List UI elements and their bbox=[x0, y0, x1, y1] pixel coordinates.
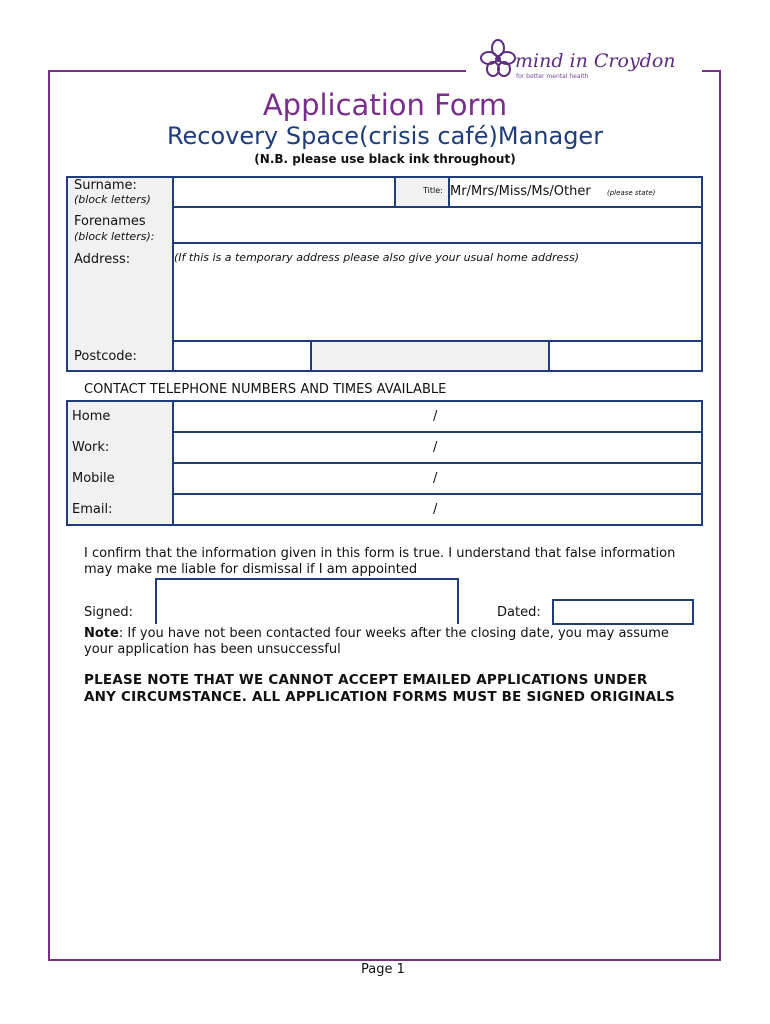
email-label: Email: bbox=[72, 502, 113, 517]
signature-box[interactable] bbox=[155, 578, 459, 624]
home-phone-input[interactable] bbox=[172, 400, 703, 433]
address-label: Address: bbox=[74, 252, 131, 267]
date-input[interactable] bbox=[552, 599, 694, 625]
page-title: Application Form bbox=[262, 88, 508, 122]
title-hint: (please state) bbox=[607, 189, 656, 197]
surname-input[interactable] bbox=[172, 176, 396, 208]
home-label: Home bbox=[72, 409, 111, 424]
forenames-sub-label: (block letters): bbox=[74, 230, 155, 243]
signed-label: Signed: bbox=[84, 605, 133, 620]
logo-tagline: for better mental health bbox=[516, 73, 589, 80]
frame-bottom bbox=[48, 959, 721, 961]
postcode-shaded-cell bbox=[310, 340, 550, 372]
work-label: Work: bbox=[72, 440, 110, 455]
contact-heading: CONTACT TELEPHONE NUMBERS AND TIMES AVAILABLE bbox=[84, 382, 447, 397]
email-separator: / bbox=[433, 502, 438, 517]
page-subtitle: Recovery Space(crisis café)Manager bbox=[166, 122, 604, 150]
home-separator: / bbox=[433, 409, 438, 424]
note-paragraph bbox=[84, 626, 684, 658]
mobile-separator: / bbox=[433, 471, 438, 486]
flower-logo-icon bbox=[480, 38, 516, 80]
work-phone-input[interactable] bbox=[172, 431, 703, 464]
note-text: : If you have not been contacted four weeks after the closing date, you may assume your application has been unsuccessful bbox=[84, 626, 669, 657]
forenames-label: Forenames bbox=[74, 214, 146, 229]
mobile-label: Mobile bbox=[72, 471, 115, 486]
title-options: Mr/Mrs/Miss/Ms/Other bbox=[450, 184, 591, 199]
forenames-input[interactable] bbox=[172, 206, 703, 244]
frame-top-left bbox=[48, 70, 466, 72]
surname-sub-label: (block letters) bbox=[74, 193, 151, 206]
logo-name: mind in Croydon bbox=[515, 50, 676, 72]
postcode-extra-cell[interactable] bbox=[548, 340, 703, 372]
mobile-phone-input[interactable] bbox=[172, 462, 703, 495]
ink-note: (N.B. please use black ink throughout) bbox=[254, 152, 516, 166]
dated-label: Dated: bbox=[497, 605, 541, 620]
note-label: Note bbox=[84, 626, 119, 641]
email-warning: PLEASE NOTE THAT WE CANNOT ACCEPT EMAILED APPLICATIONS UNDER ANY CIRCUMSTANCE. ALL APPLICATION FORMS MUST BE SIGNED ORIGINALS bbox=[84, 672, 675, 705]
address-hint: (If this is a temporary address please also give your usual home address) bbox=[174, 251, 579, 264]
frame-right bbox=[719, 70, 721, 961]
frame-left bbox=[48, 70, 50, 961]
declaration-text: I confirm that the information given in this form is true. I understand that false information may make me liable for dismissal if I am appointed bbox=[84, 546, 676, 577]
work-separator: / bbox=[433, 440, 438, 455]
postcode-input[interactable] bbox=[172, 340, 312, 372]
postcode-label: Postcode: bbox=[74, 349, 137, 364]
email-input[interactable] bbox=[172, 493, 703, 526]
page-number: Page 1 bbox=[361, 962, 405, 977]
title-label: Title: bbox=[423, 186, 443, 195]
surname-label: Surname: bbox=[74, 178, 137, 193]
